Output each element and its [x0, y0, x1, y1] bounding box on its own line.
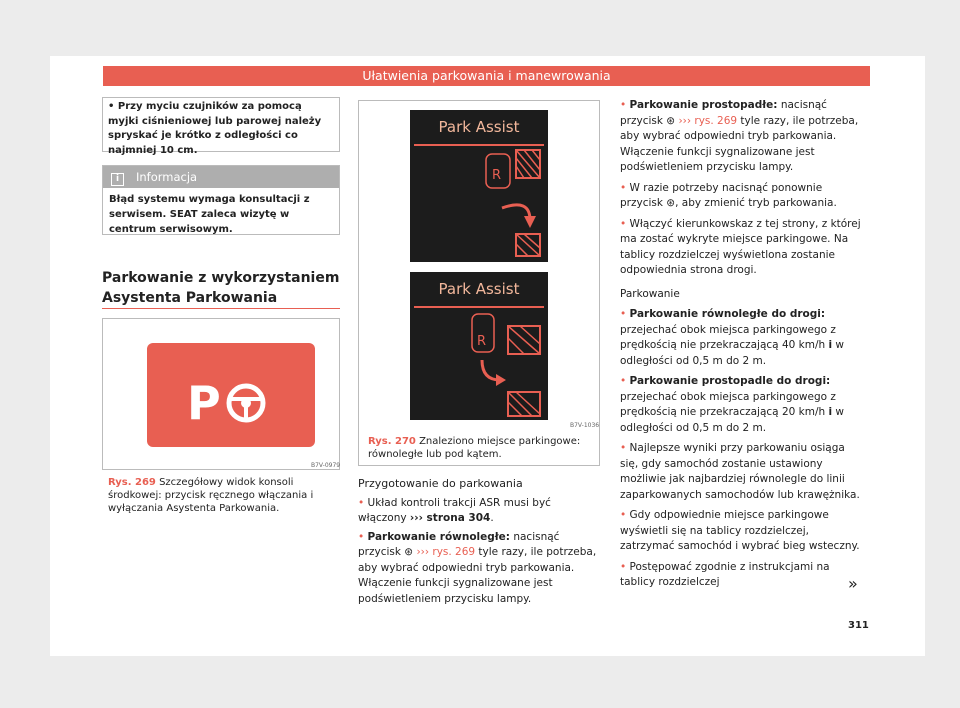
- item-text: przejechać obok miejsca parkingowego z prędkością nie przekraczającą 20 km/h: [620, 390, 836, 418]
- list-item: [620, 98, 862, 176]
- figure-caption-text: Szczegółowy widok konsoli środkowej: przycisk ręcznego włączania i wyłączania Asystenta Parkowania.: [108, 477, 314, 514]
- parallel-parking-diagram: [410, 110, 548, 262]
- display-title: Park Assist: [438, 118, 520, 136]
- park-assist-display-1: [410, 110, 548, 262]
- info-icon: i: [111, 173, 124, 186]
- item-text: Postępować zgodnie z instrukcjami na tablicy rozdzielczej: [620, 560, 830, 588]
- info-text: Błąd systemu wymaga konsultacji z serwisem. SEAT zaleca wizytę w centrum serwisowym.: [109, 194, 310, 235]
- page-number: 311: [848, 620, 869, 631]
- bullet: •: [358, 530, 368, 543]
- item-text: , aby zmienić tryb parkowania.: [675, 197, 837, 209]
- list-item: [358, 530, 600, 608]
- park-glyph: P: [187, 376, 221, 430]
- info-header: [103, 166, 339, 188]
- park-assist-icon: ⊛: [666, 114, 679, 127]
- section-title: Parkowanie z wykorzystaniem Asystenta Parkowania: [102, 270, 340, 306]
- prep-section: [358, 476, 600, 607]
- page-link[interactable]: ››› strona 304: [409, 512, 491, 524]
- park-assist-icon: [147, 343, 315, 447]
- bullet: •: [620, 560, 630, 573]
- figure-link[interactable]: ››› rys. 269: [416, 546, 476, 558]
- item-text: Gdy odpowiednie miejsce parkingowe wyświetli się na tablicy rozdzielczej, zatrzymać samochód i wybrać bieg wsteczny.: [620, 509, 860, 552]
- item-text: przejechać obok miejsca parkingowego z prędkością nie przekraczającą 40 km/h: [620, 323, 836, 351]
- figure-code: B7V-0979: [311, 462, 341, 469]
- list-item: [620, 560, 862, 591]
- prep-heading: Przygotowanie do parkowania: [358, 477, 523, 490]
- figure-number: Rys. 269: [108, 477, 156, 488]
- figure-caption: [368, 435, 596, 461]
- car-reverse-letter: R: [477, 334, 487, 349]
- item-text: W razie potrzeby nacisnąć ponownie przycisk: [620, 181, 823, 209]
- item-text: Układ kontroli trakcji ASR musi być włączony: [358, 496, 551, 524]
- item-bold: Parkowanie równoległe do drogi:: [629, 308, 826, 320]
- section-divider: [102, 308, 340, 309]
- list-item: [620, 307, 862, 369]
- item-text: nacisnąć przycisk: [358, 530, 560, 558]
- warning-box: [102, 97, 340, 156]
- bullet: •: [620, 308, 630, 320]
- item-text: .: [490, 512, 494, 524]
- subheading: Parkowanie: [620, 287, 680, 300]
- park-assist-icon: ⊛: [404, 546, 417, 558]
- bullet: •: [358, 496, 368, 509]
- info-title: Informacja: [136, 170, 198, 184]
- item-bold: Parkowanie prostopadle do drogi:: [629, 375, 831, 387]
- list-item: [620, 441, 862, 503]
- park-assist-icon: ⊛: [666, 197, 676, 209]
- item-text: w odległości od 0,5 m do 2 m.: [620, 406, 845, 434]
- car-reverse-letter: R: [492, 168, 502, 183]
- figure-link[interactable]: ››› rys. 269: [678, 114, 738, 127]
- item-text: nacisnąć przycisk: [620, 99, 827, 127]
- info-box: [102, 165, 340, 235]
- list-item: [358, 496, 600, 527]
- bullet: •: [620, 509, 630, 521]
- item-text: Najlepsze wyniki przy parkowaniu osiąga się, gdy samochód zostanie ustawiony możliwie jak najbardziej równolegle do linii zaparkowanych samochodów lub krawężnika.: [620, 442, 860, 501]
- item-bold: Parkowanie prostopadłe:: [629, 99, 778, 111]
- bullet: •: [620, 442, 630, 454]
- figure-code: B7V-1036: [570, 422, 600, 429]
- list-item: [620, 217, 862, 279]
- continue-arrow: »: [848, 574, 858, 593]
- item-text: tyle razy, ile potrzeba, aby wybrać odpowiedni tryb parkowania. Włączenie funkcji sygnalizowane jest podświetleniem przycisku lampy.: [620, 114, 859, 173]
- info-marker: i: [828, 406, 833, 418]
- chapter-banner: Ułatwienia parkowania i manewrowania: [103, 66, 870, 86]
- figure-number: Rys. 270: [368, 436, 416, 447]
- right-column: [620, 98, 862, 591]
- figure-caption-text: Znaleziono miejsce parkingowe: równoległe lub pod kątem.: [368, 436, 581, 460]
- park-assist-button: [147, 343, 315, 447]
- park-assist-display-2: [410, 272, 548, 420]
- item-bold: Parkowanie równoległe:: [367, 530, 510, 543]
- warning-text: Przy myciu czujników za pomocą myjki ciśnieniowej lub parowej należy spryskać je krótko z odległości co najmniej 10 cm.: [108, 101, 322, 156]
- display-title: Park Assist: [438, 280, 520, 298]
- item-text: w odległości od 0,5 m do 2 m.: [620, 339, 845, 367]
- bullet: •: [620, 217, 630, 230]
- list-item: [620, 181, 862, 212]
- bullet: •: [620, 375, 630, 387]
- bullet: •: [620, 181, 630, 194]
- item-text: Włączyć kierunkowskaz z tej strony, z której ma zostać wykryte miejsce parkingowe. Na tablicy rozdzielczej wyświetlona zostanie odpowiednia strona drogi.: [620, 217, 861, 276]
- item-text: tyle razy, ile potrzeba, aby wybrać odpowiedni tryb parkowania. Włączenie funkcji sygnalizowane jest podświetleniem przycisku lampy.: [358, 546, 597, 605]
- list-item: [620, 508, 862, 555]
- bullet: •: [620, 99, 630, 111]
- info-marker: i: [828, 339, 833, 351]
- list-item: [620, 374, 862, 436]
- figure-caption: [108, 476, 338, 515]
- bullet: •: [108, 101, 118, 112]
